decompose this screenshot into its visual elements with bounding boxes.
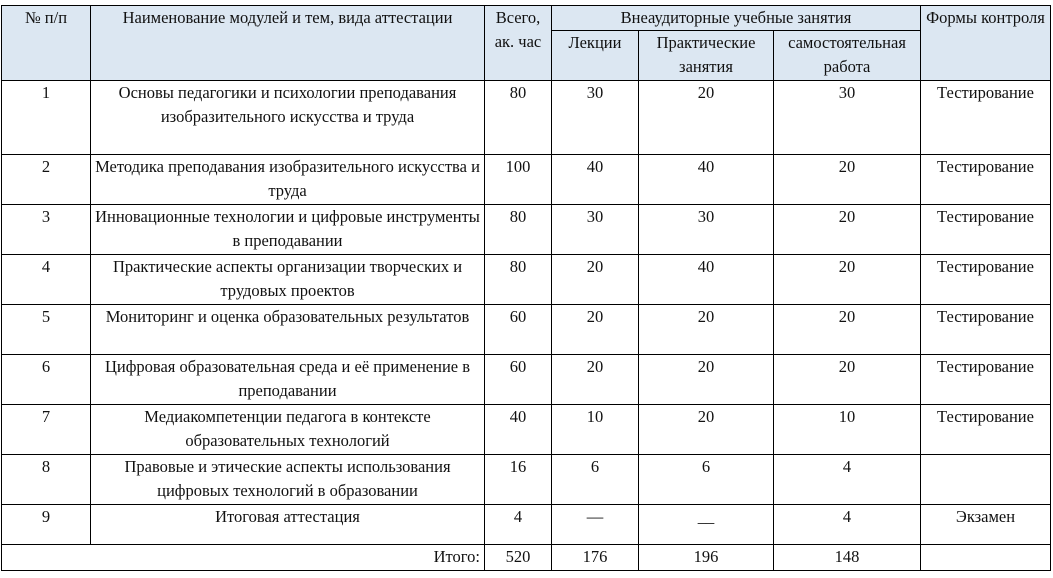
hours-lectures: 10 (552, 405, 639, 455)
totals-label: Итого: (2, 545, 485, 571)
header-practice: Практические занятия (639, 31, 774, 81)
totals-row (2, 545, 1051, 571)
header-control: Формы контроля (921, 6, 1051, 81)
hours-selfwork: 30 (774, 81, 921, 155)
module-name: Практические аспекты организации творческих и трудовых проектов (91, 255, 485, 305)
hours-selfwork: 20 (774, 155, 921, 205)
hours-lectures: 30 (552, 81, 639, 155)
control-form: Тестирование (921, 305, 1051, 355)
row-number: 5 (2, 305, 91, 355)
table-row (2, 455, 1051, 505)
totals-hours: 520 (485, 545, 552, 571)
hours-lectures: 6 (552, 455, 639, 505)
hours-lectures: 20 (552, 255, 639, 305)
hours-total: 40 (485, 405, 552, 455)
row-number: 1 (2, 81, 91, 155)
hours-total: 80 (485, 205, 552, 255)
hours-practice: 20 (639, 405, 774, 455)
table-row (2, 305, 1051, 355)
table-row (2, 81, 1051, 155)
control-form: Тестирование (921, 355, 1051, 405)
hours-practice: 6 (639, 455, 774, 505)
totals-selfwork: 148 (774, 545, 921, 571)
header-extracurricular: Внеаудиторные учебные занятия (552, 6, 921, 31)
control-form: Тестирование (921, 81, 1051, 155)
hours-practice: __ (639, 505, 774, 545)
hours-total: 60 (485, 305, 552, 355)
header-name: Наименование модулей и тем, вида аттестации (91, 6, 485, 81)
control-form (921, 455, 1051, 505)
header-total: Всего, ак. час (485, 6, 552, 81)
table-row (2, 355, 1051, 405)
totals-practice: 196 (639, 545, 774, 571)
hours-selfwork: 20 (774, 305, 921, 355)
row-number: 4 (2, 255, 91, 305)
header-number: № п/п (2, 6, 91, 81)
row-number: 3 (2, 205, 91, 255)
totals-control (921, 545, 1051, 571)
table-row (2, 205, 1051, 255)
module-name: Медиакомпетенции педагога в контексте образовательных технологий (91, 405, 485, 455)
hours-total: 80 (485, 255, 552, 305)
table-row (2, 505, 1051, 545)
table-row (2, 155, 1051, 205)
hours-selfwork: 4 (774, 505, 921, 545)
curriculum-table (1, 5, 1051, 571)
hours-practice: 20 (639, 305, 774, 355)
row-number: 7 (2, 405, 91, 455)
table-row (2, 405, 1051, 455)
module-name: Правовые и этические аспекты использования цифровых технологий в образовании (91, 455, 485, 505)
table-row (2, 255, 1051, 305)
totals-lectures: 176 (552, 545, 639, 571)
hours-lectures: 20 (552, 355, 639, 405)
hours-total: 100 (485, 155, 552, 205)
module-name: Цифровая образовательная среда и её применение в преподавании (91, 355, 485, 405)
module-name: Методика преподавания изобразительного искусства и труда (91, 155, 485, 205)
row-number: 9 (2, 505, 91, 545)
hours-practice: 30 (639, 205, 774, 255)
header-selfwork: самостоятельная работа (774, 31, 921, 81)
hours-lectures: 40 (552, 155, 639, 205)
module-name: Итоговая аттестация (91, 505, 485, 545)
row-number: 8 (2, 455, 91, 505)
hours-practice: 40 (639, 255, 774, 305)
hours-total: 80 (485, 81, 552, 155)
control-form: Тестирование (921, 255, 1051, 305)
control-form: Тестирование (921, 155, 1051, 205)
hours-lectures: — (552, 505, 639, 545)
control-form: Экзамен (921, 505, 1051, 545)
header-lectures: Лекции (552, 31, 639, 81)
hours-selfwork: 20 (774, 255, 921, 305)
module-name: Инновационные технологии и цифровые инструменты в преподавании (91, 205, 485, 255)
hours-lectures: 30 (552, 205, 639, 255)
hours-total: 4 (485, 505, 552, 545)
hours-practice: 20 (639, 355, 774, 405)
hours-practice: 40 (639, 155, 774, 205)
hours-selfwork: 10 (774, 405, 921, 455)
control-form: Тестирование (921, 205, 1051, 255)
module-name: Мониторинг и оценка образовательных результатов (91, 305, 485, 355)
row-number: 6 (2, 355, 91, 405)
hours-selfwork: 20 (774, 205, 921, 255)
hours-selfwork: 20 (774, 355, 921, 405)
hours-selfwork: 4 (774, 455, 921, 505)
row-number: 2 (2, 155, 91, 205)
module-name: Основы педагогики и психологии преподавания изобразительного искусства и труда (91, 81, 485, 155)
control-form: Тестирование (921, 405, 1051, 455)
hours-total: 16 (485, 455, 552, 505)
hours-lectures: 20 (552, 305, 639, 355)
hours-practice: 20 (639, 81, 774, 155)
hours-total: 60 (485, 355, 552, 405)
